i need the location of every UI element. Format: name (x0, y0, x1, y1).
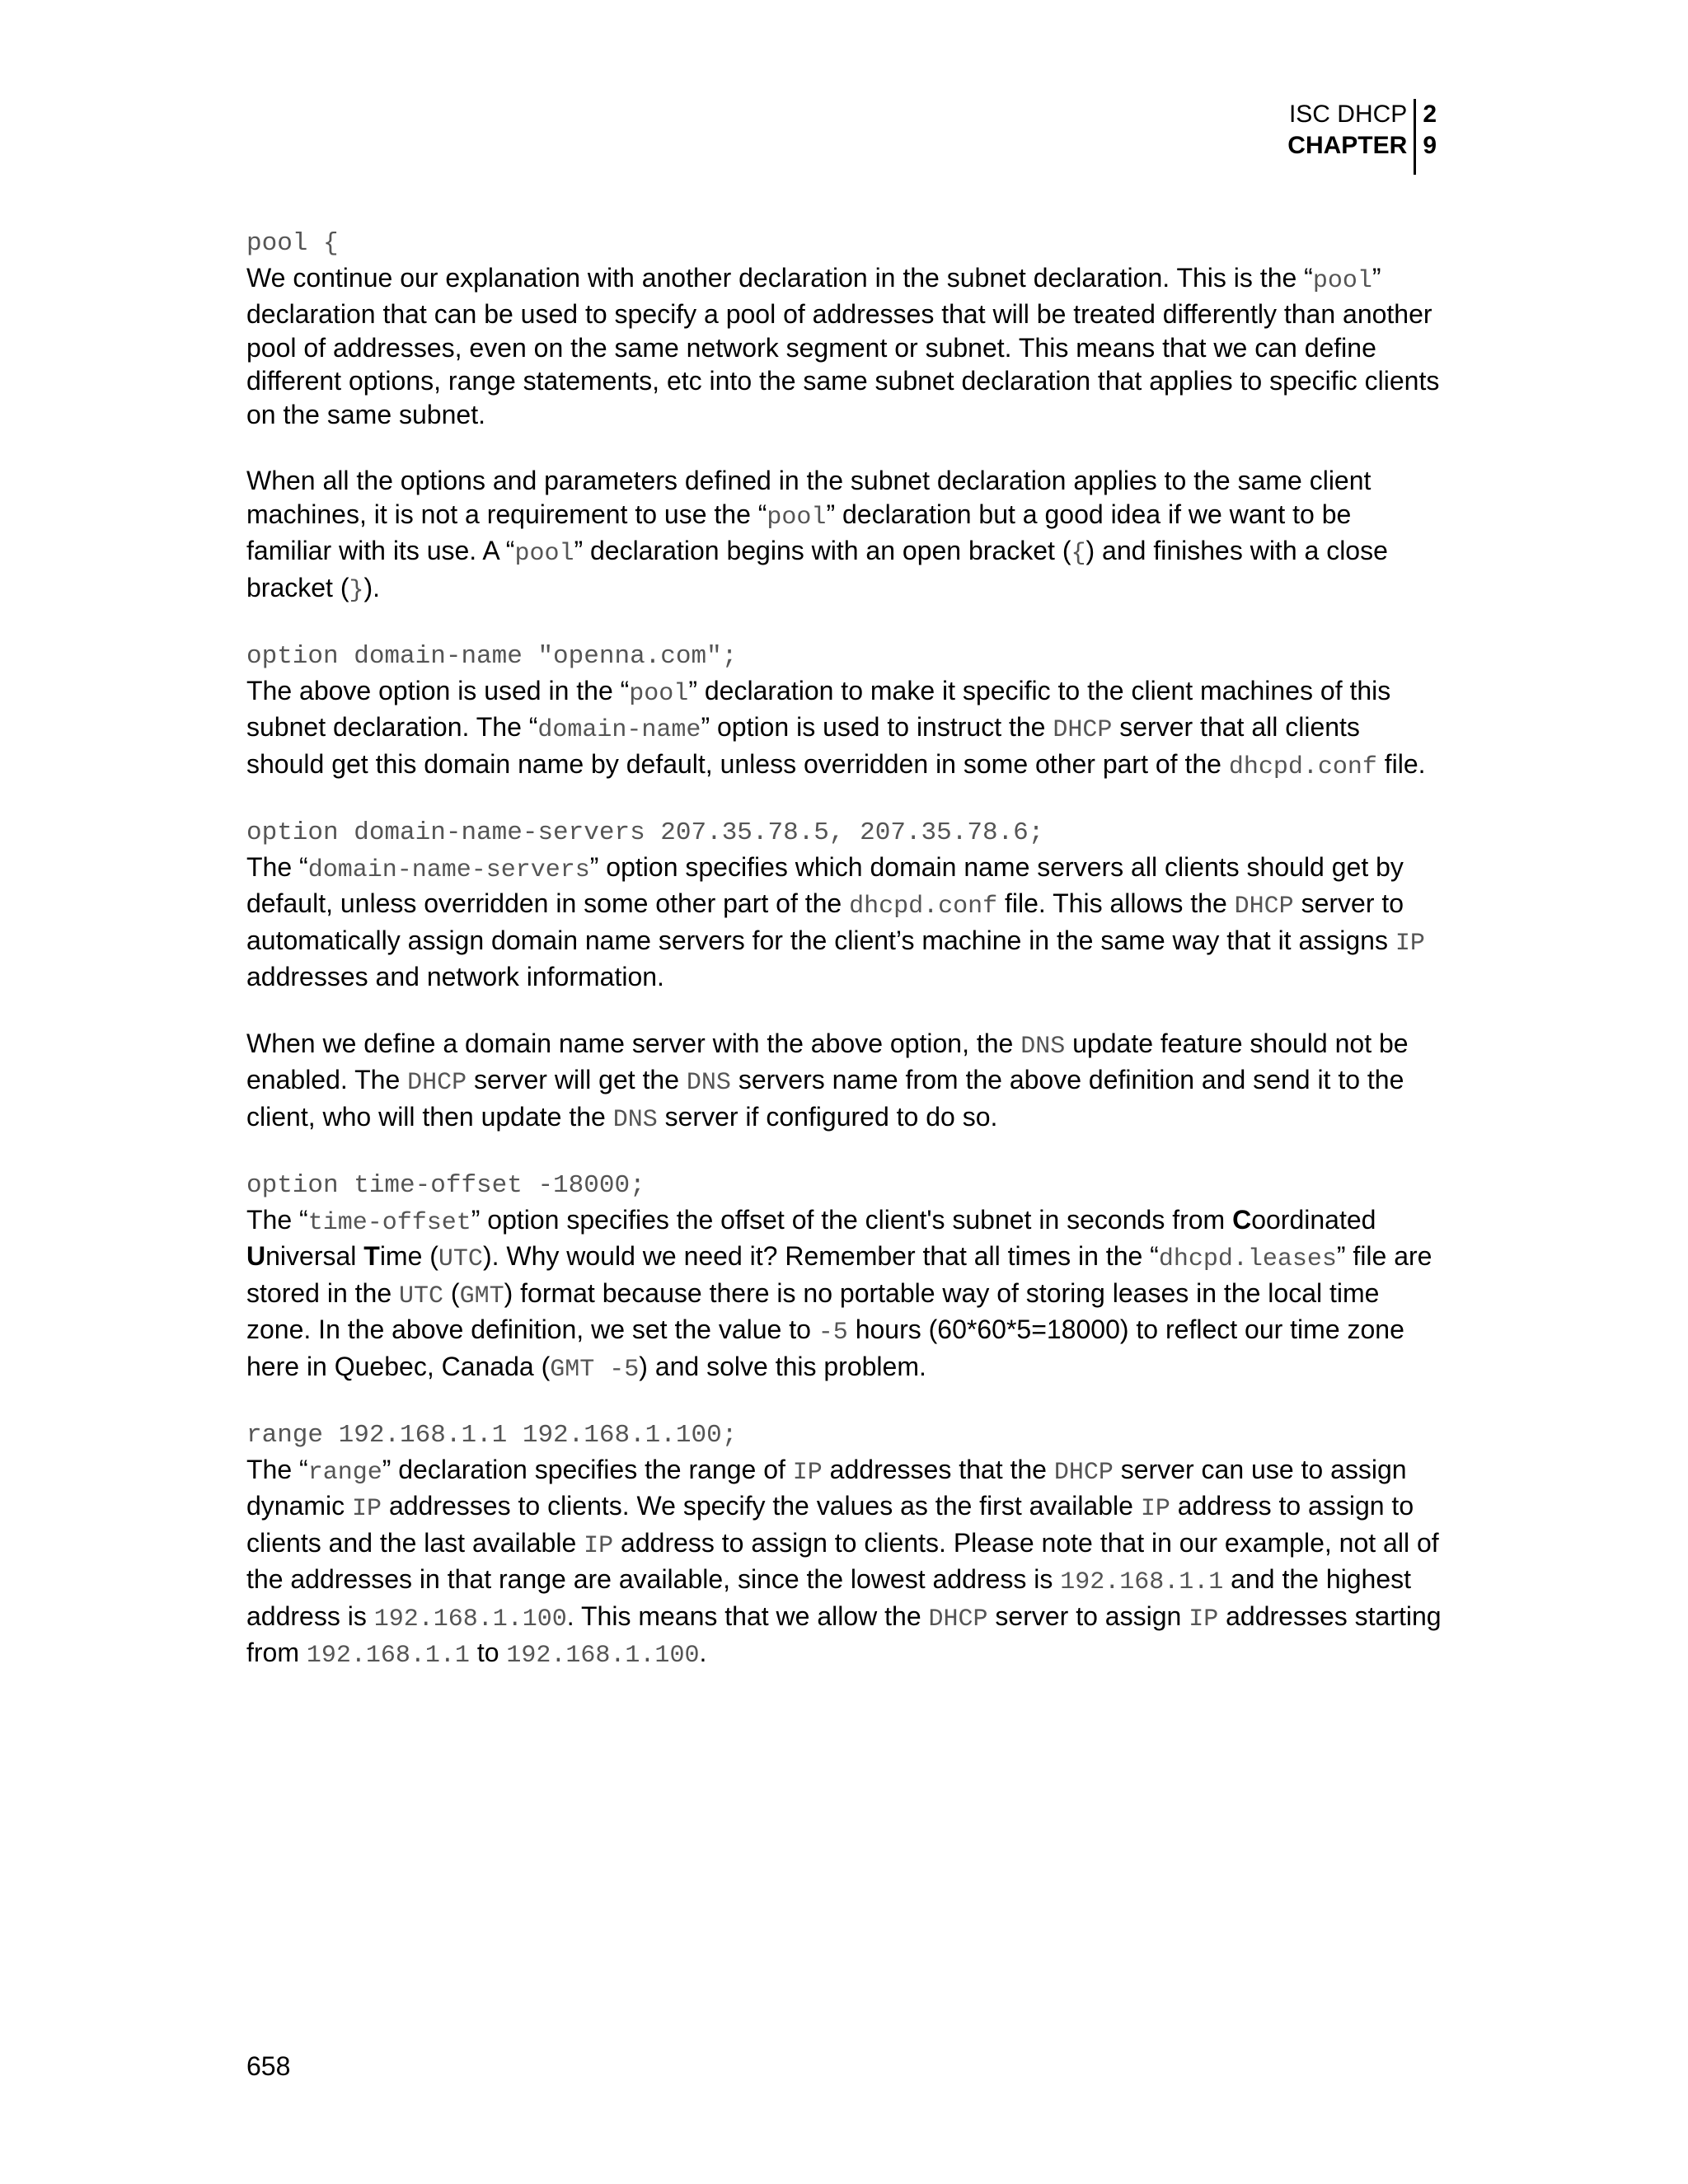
text-run: server to assign (987, 1601, 1189, 1631)
header-chapter-digit: 2 (1423, 101, 1437, 128)
text-run: file. (1376, 748, 1426, 779)
inline-code: 192.168.1.100 (373, 1605, 567, 1633)
text-run: The “ (246, 1204, 308, 1235)
bold-letter: U (246, 1241, 266, 1271)
explanation-paragraph (246, 1203, 1442, 1387)
inline-code: dhcpd.leases (1158, 1245, 1337, 1273)
config-section (246, 1169, 1442, 1386)
inline-code: DHCP (1234, 893, 1294, 921)
text-run: addresses to clients. We specify the values as the first available (382, 1491, 1141, 1521)
text-run: The above option is used in the “ (246, 675, 630, 705)
header-chapter-digit: 9 (1423, 132, 1437, 159)
text-run: ” option specifies the offset of the client's subnet in seconds from (471, 1204, 1233, 1235)
text-run: ) format because there is no portable way of storing leases in the local time zone. In the above definition, we set the value to (246, 1277, 1380, 1344)
text-run: hours (60*60*5=18000) to reflect our time zone here in Quebec, Canada ( (246, 1315, 1404, 1381)
explanation-paragraph (246, 674, 1442, 785)
inline-code: dhcpd.conf (1228, 752, 1377, 781)
text-run: and the highest address is (246, 1564, 1412, 1631)
inline-code: IP (792, 1458, 823, 1487)
inline-code: DHCP (928, 1605, 988, 1633)
text-run: address to assign to clients and the last available (246, 1491, 1414, 1558)
text-run: ” file are stored in the (246, 1241, 1432, 1308)
page-number: 658 (246, 2051, 291, 2081)
inline-code: DNS (686, 1069, 731, 1097)
text-run: file. This allows the (997, 888, 1235, 918)
text-run: ). (363, 572, 381, 602)
inline-code: pool (767, 503, 827, 532)
config-code-line: pool { (246, 229, 339, 258)
text-run: server if configured to do so. (657, 1101, 998, 1132)
config-section (246, 640, 1442, 784)
text-run: servers name from the above definition and send it to the client, who will then update the (246, 1065, 1404, 1132)
inline-code: IP (1395, 929, 1425, 958)
explanation-paragraph (246, 1453, 1442, 1673)
text-run: server to automatically assign domain name servers for the client’s machine in the same way that it assigns (246, 888, 1404, 955)
inline-code: pool (514, 540, 574, 568)
inline-code: DHCP (407, 1069, 467, 1097)
text-run: The “ (246, 1454, 308, 1484)
text-run: server will get the (467, 1065, 687, 1094)
inline-code: UTC (399, 1282, 444, 1310)
text-run: . (699, 1638, 707, 1667)
inline-code: dhcpd.conf (849, 893, 998, 921)
config-section (246, 817, 1442, 1137)
inline-code: 192.168.1.100 (506, 1642, 700, 1670)
config-section (246, 1419, 1442, 1673)
inline-code: IP (352, 1495, 382, 1523)
config-section (246, 227, 1442, 607)
text-run: server that all clients should get this domain name by default, unless overridden in some other part of the (246, 712, 1360, 779)
text-run: oordinated (1251, 1204, 1376, 1235)
inline-code: pool (1312, 266, 1372, 295)
text-run: addresses starting from (246, 1601, 1442, 1667)
header-chapter-number (1416, 99, 1437, 175)
text-run: address to assign to clients. Please note that in our example, not all of the addresses in that range are available, since the lowest address is (246, 1527, 1439, 1594)
text-run: addresses that the (822, 1454, 1054, 1484)
text-run: ” option specifies which domain name servers all clients should get by default, unless overridden in some other part of the (246, 851, 1404, 918)
text-run: ” declaration but a good idea if we want to be familiar with its use. A “ (246, 499, 1352, 565)
text-run: server can use to assign dynamic (246, 1454, 1407, 1521)
text-run: ” declaration begins with an open bracket ( (574, 536, 1071, 565)
text-run: addresses and network information. (246, 962, 664, 991)
explanation-paragraph (246, 1027, 1442, 1137)
text-run: The “ (246, 851, 308, 882)
inline-code: { (1071, 540, 1086, 568)
config-code-line: option domain-name "openna.com"; (246, 642, 738, 671)
inline-code: IP (1189, 1605, 1219, 1633)
inline-code: IP (584, 1531, 614, 1560)
config-code-line: option domain-name-servers 207.35.78.5, 207.35.78.6; (246, 818, 1044, 847)
text-run: We continue our explanation with another declaration in the subnet declaration. This is the “ (246, 262, 1313, 293)
inline-code: IP (1140, 1495, 1170, 1523)
inline-code: DHCP (1053, 716, 1113, 744)
inline-code: 192.168.1.1 (306, 1642, 470, 1670)
text-run: ( (443, 1277, 460, 1308)
explanation-paragraph (246, 261, 1442, 432)
bold-letter: T (363, 1241, 380, 1271)
inline-code: } (349, 576, 364, 605)
inline-code: DNS (612, 1105, 658, 1134)
inline-code: DHCP (1053, 1458, 1114, 1487)
inline-code: pool (629, 679, 689, 708)
text-run: ” declaration to make it specific to the client machines of this subnet declaration. The “ (246, 675, 1391, 742)
header-chapter-label: CHAPTER (1287, 132, 1408, 159)
inline-code: domain-name-servers (307, 855, 590, 884)
inline-code: DNS (1020, 1032, 1066, 1061)
running-header (1287, 99, 1437, 175)
inline-code: time-offset (307, 1208, 471, 1237)
config-code-line: option time-offset -18000; (246, 1171, 645, 1200)
text-run: When we define a domain name server with the above option, the (246, 1028, 1021, 1058)
inline-code: GMT -5 (550, 1355, 640, 1384)
page-body (246, 227, 1442, 1706)
text-run: . This means that we allow the (566, 1601, 929, 1631)
inline-code: domain-name (537, 716, 701, 744)
bold-letter: C (1232, 1204, 1252, 1235)
text-run: When all the options and parameters defined in the subnet declaration applies to the same client machines, it is not a requirement to use the “ (246, 466, 1372, 529)
inline-code: 192.168.1.1 (1060, 1568, 1224, 1596)
text-run: ” declaration specifies the range of (382, 1454, 793, 1484)
inline-code: UTC (438, 1245, 483, 1273)
text-run: ” option is used to instruct the (701, 712, 1053, 742)
text-run: to (469, 1638, 507, 1667)
text-run: update feature should not be enabled. The (246, 1028, 1409, 1094)
text-run: ” declaration that can be used to specify a pool of addresses that will be treated differently than another pool of addresses, even on the same network segment or subnet. This means that we can define different options, range statements, etc into the same subnet declaration that applies to specific clients on the same subnet. (246, 262, 1440, 429)
inline-code: -5 (818, 1319, 848, 1347)
text-run: ) and solve this problem. (639, 1351, 926, 1381)
header-titles (1287, 99, 1414, 175)
header-title: ISC DHCP (1288, 101, 1408, 128)
explanation-paragraph (246, 851, 1442, 994)
inline-code: GMT (459, 1282, 504, 1310)
text-run: ). Why would we need it? Remember that all times in the “ (482, 1241, 1159, 1271)
text-run: ) and finishes with a close bracket ( (246, 536, 1388, 602)
text-run: ime ( (379, 1241, 438, 1271)
config-code-line: range 192.168.1.1 192.168.1.100; (246, 1421, 738, 1450)
text-run: niversal (265, 1241, 364, 1271)
inline-code: range (307, 1458, 382, 1487)
explanation-paragraph (246, 464, 1442, 607)
